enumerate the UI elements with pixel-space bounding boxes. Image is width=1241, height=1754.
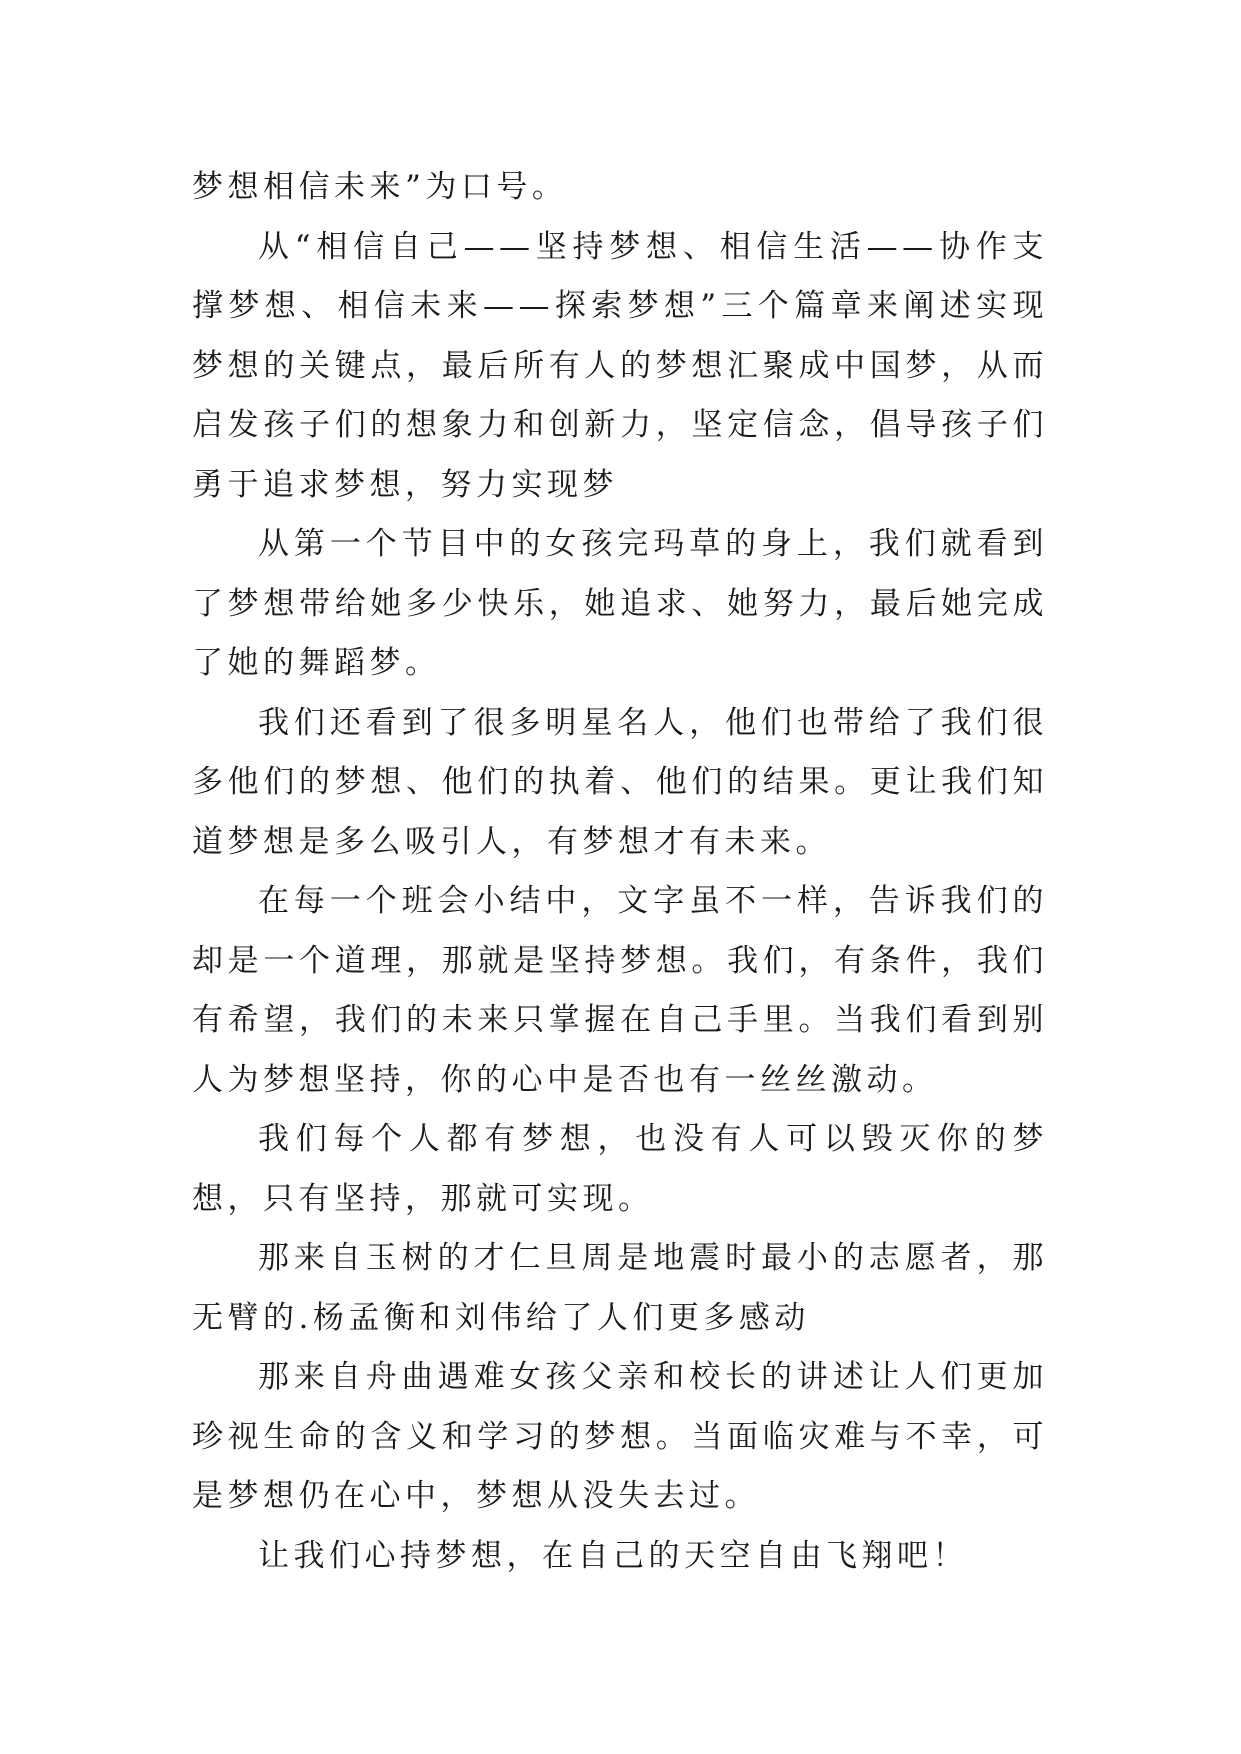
- paragraph-4: 我们还看到了很多明星名人，他们也带给了我们很多他们的梦想、他们的执着、他们的结果。更让我们知道梦想是多么吸引人，有梦想才有未来。: [192, 704, 1048, 860]
- paragraph-5: 在每一个班会小结中，文字虽不一样，告诉我们的却是一个道理，那就是坚持梦想。我们，有条件，我们有希望，我们的未来只掌握在自己手里。当我们看到别人为梦想坚持，你的心中是否也有一丝丝激动。: [192, 883, 1048, 1098]
- paragraph-1: 梦想相信未来”为口号。: [192, 169, 568, 205]
- document-body: [192, 158, 1048, 1586]
- paragraph-9: 让我们心持梦想，在自己的天空自由飞翔吧！: [258, 1537, 968, 1574]
- paragraph-7: 那来自玉树的才仁旦周是地震时最小的志愿者，那无臂的.杨孟衡和刘伟给了人们更多感动: [192, 1240, 1048, 1336]
- paragraph-6: 我们每个人都有梦想，也没有人可以毁灭你的梦想，只有坚持，那就可实现。: [192, 1121, 1048, 1217]
- paragraph-2: 从“相信自己——坚持梦想、相信生活——协作支撑梦想、相信未来——探索梦想”三个篇章来阐述实现梦想的关键点，最后所有人的梦想汇聚成中国梦，从而启发孩子们的想象力和创新力，坚定信念，倡导孩子们勇于追求梦想，努力实现梦: [192, 228, 1048, 503]
- paragraph-3: 从第一个节目中的女孩完玛草的身上，我们就看到了梦想带给她多少快乐，她追求、她努力，最后她完成了她的舞蹈梦。: [192, 526, 1048, 681]
- paragraph-8: 那来自舟曲遇难女孩父亲和校长的讲述让人们更加珍视生命的含义和学习的梦想。当面临灾难与不幸，可是梦想仍在心中，梦想从没失去过。: [192, 1359, 1048, 1514]
